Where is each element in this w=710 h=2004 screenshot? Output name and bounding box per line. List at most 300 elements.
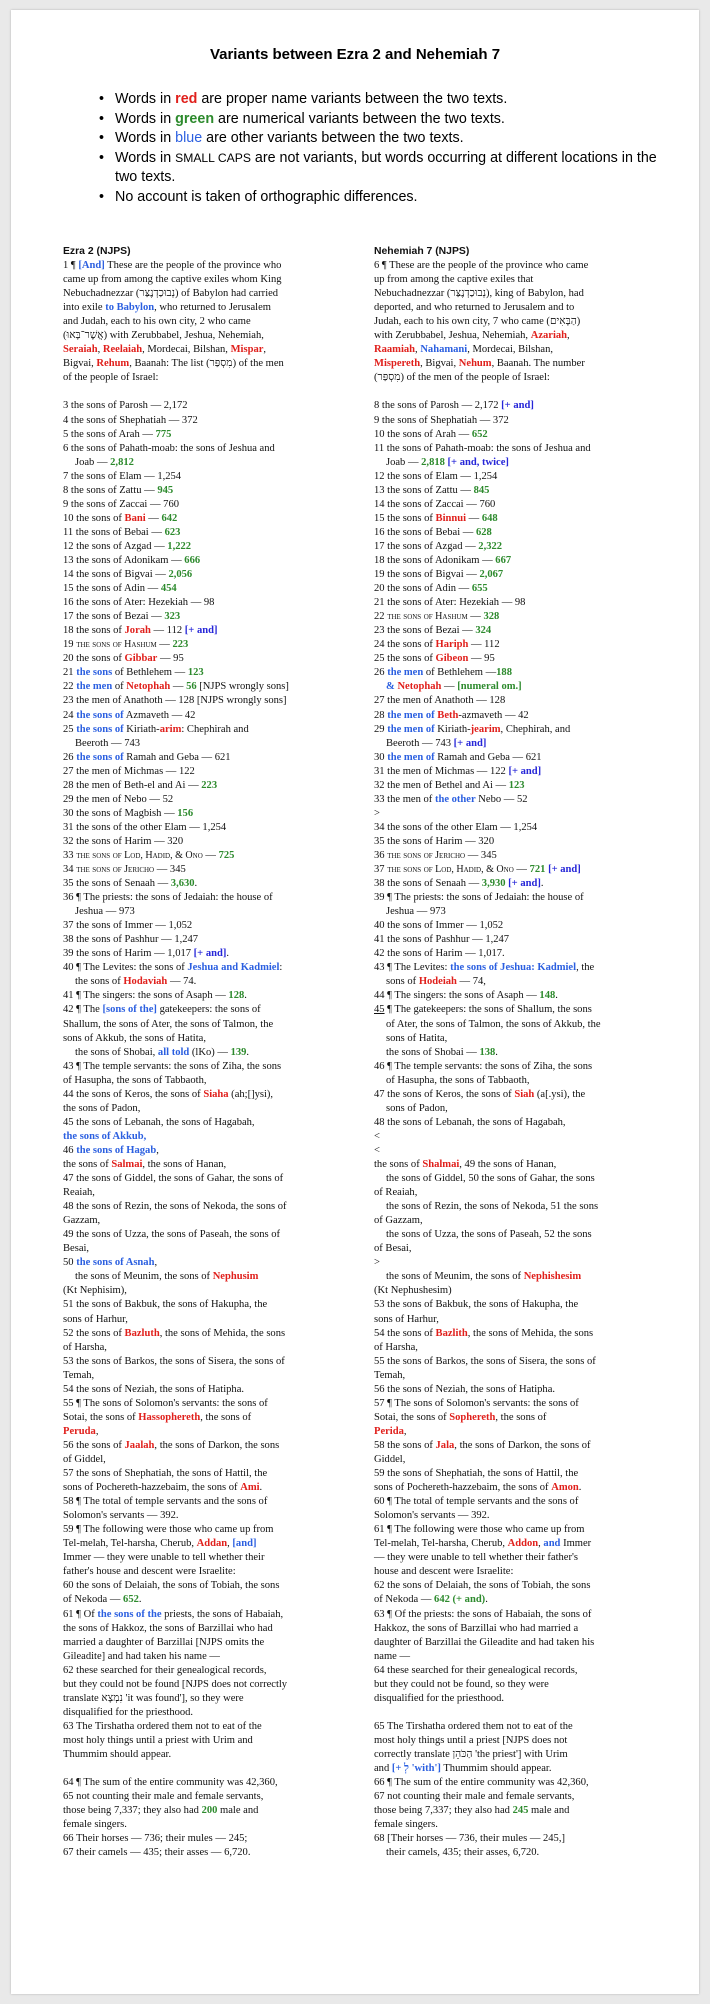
- text-line: [63, 807, 350, 821]
- text-line: [374, 1720, 661, 1734]
- text-segment: .: [485, 1594, 488, 1606]
- text-segment: 53 the sons of Barkos, the sons of Sisera, the sons of: [63, 1355, 285, 1367]
- text-segment: 12 the sons of Elam — 1,254: [374, 470, 498, 482]
- text-segment: 42 ¶ The: [63, 1004, 103, 1016]
- text-segment: 123: [508, 779, 525, 791]
- text-line: [374, 357, 661, 371]
- text-line: [374, 680, 661, 694]
- text-segment: 1,222: [167, 540, 192, 552]
- text-segment: Gibbar: [124, 653, 158, 665]
- text-segment: 22: [63, 681, 77, 693]
- text-segment: &: [386, 681, 395, 693]
- text-segment: >: [374, 807, 380, 819]
- text-line: [63, 877, 350, 891]
- text-segment: 6 ¶ These are the people of the province who came: [374, 260, 589, 272]
- text-line: [63, 1270, 350, 1284]
- text-segment: , Baanah. The number: [491, 358, 585, 370]
- legend-item-green: • Words in green are numerical variants between the two texts.: [99, 110, 659, 130]
- text-segment: [NJPS wrongly sons]: [196, 681, 289, 693]
- text-segment: 49 the sons of Uzza, the sons of Paseah, the sons of: [63, 1229, 281, 1241]
- text-line: [63, 554, 350, 568]
- text-line: [374, 385, 661, 399]
- text-segment: to Babylon: [105, 302, 155, 314]
- text-segment: 652: [123, 1594, 139, 1606]
- text-segment: sons of Padon,: [386, 1102, 448, 1114]
- text-segment: Bigvai,: [63, 358, 97, 370]
- text-segment: Gazzam,: [63, 1215, 101, 1227]
- text-segment: 50: [63, 1257, 77, 1269]
- text-segment: Nebuchadnezzar (נְבוּכַדְנֶצַּר) of Babylon had carried: [63, 288, 279, 300]
- text-segment: 41 ¶ The singers: the sons of Asaph —: [63, 990, 229, 1002]
- text-segment: the sons of Shobai,: [75, 1046, 158, 1058]
- text-segment: 45: [374, 1004, 385, 1016]
- text-segment: Nehum: [458, 358, 492, 370]
- text-segment: the men of: [387, 709, 435, 721]
- text-segment: .: [540, 878, 544, 890]
- text-segment: 57 the sons of Shephatiah, the sons of Hattil, the: [63, 1468, 268, 1480]
- text-line: [374, 1003, 661, 1017]
- text-line: [63, 624, 350, 638]
- text-line: [63, 498, 350, 512]
- text-segment: 43 ¶ The temple servants: the sons of Ziha, the sons: [63, 1060, 282, 1072]
- text-line: [63, 680, 350, 694]
- text-line: [63, 1790, 350, 1804]
- text-line: [374, 751, 661, 765]
- text-segment: :: [279, 962, 283, 974]
- text-line: [63, 1776, 350, 1790]
- text-line: [63, 484, 350, 498]
- text-segment: the sons of: [76, 723, 124, 735]
- text-line: [374, 1158, 661, 1172]
- text-segment: .: [555, 990, 558, 1002]
- text-line: [374, 1018, 661, 1032]
- text-line: [374, 470, 661, 484]
- text-line: [374, 793, 661, 807]
- text-segment: 67 their camels — 435; their asses — 6,720.: [63, 1847, 251, 1859]
- text-segment: (Kt Nephisim),: [63, 1285, 127, 1297]
- text-segment: 642: [434, 1594, 450, 1606]
- text-segment: [+ and]: [508, 878, 541, 890]
- nehemiah-heading: Nehemiah 7 (NJPS): [374, 246, 470, 257]
- text-line: [63, 765, 350, 779]
- text-segment: 655: [471, 583, 488, 595]
- text-segment: , Chephirah, and: [500, 723, 571, 735]
- ezra-column: [63, 245, 350, 1860]
- text-segment: -azmaveth — 42: [458, 709, 529, 721]
- text-segment: .: [244, 990, 247, 1002]
- text-segment: 11 the sons of Bebai —: [63, 526, 165, 538]
- text-segment: daughter of Barzillai the Gileadite and had taken his: [374, 1636, 595, 1648]
- text-line: [63, 1636, 350, 1650]
- text-segment: Hakkoz, the sons of Barzillai who had married a: [374, 1622, 579, 1634]
- text-segment: came up from among the captive exiles whom King: [63, 274, 282, 286]
- text-segment: name —: [374, 1650, 411, 1662]
- text-segment: into exile: [63, 302, 106, 314]
- text-segment: 454: [160, 583, 177, 595]
- text-segment: —: [156, 639, 173, 651]
- text-segment: 25 the sons of: [374, 653, 436, 665]
- text-line: [374, 905, 661, 919]
- text-line: [63, 329, 350, 343]
- text-line: [63, 1214, 350, 1228]
- text-segment: —: [145, 512, 162, 524]
- text-line: [63, 343, 350, 357]
- text-line: [63, 1172, 350, 1186]
- text-segment: ,: [415, 344, 421, 356]
- text-segment: of Hasupha, the sons of Tabbaoth,: [63, 1074, 207, 1086]
- text-segment: These are the people of the province who: [104, 260, 282, 272]
- text-segment: Jorah: [124, 625, 151, 637]
- text-line: [374, 1313, 661, 1327]
- text-line: [374, 428, 661, 442]
- text-line: [63, 1355, 350, 1369]
- text-line: [63, 414, 350, 428]
- text-segment: Hodaviah: [123, 976, 168, 988]
- text-segment: sons of Harhur,: [374, 1313, 439, 1325]
- text-line: [374, 1284, 661, 1298]
- text-segment: <: [374, 1130, 380, 1142]
- text-segment: Mispereth: [374, 358, 421, 370]
- text-line: [374, 343, 661, 357]
- text-segment: 20 the sons of Adin —: [374, 583, 472, 595]
- text-segment: Nephishesim: [523, 1271, 582, 1283]
- text-line: [63, 1453, 350, 1467]
- text-segment: Kiriath-: [123, 723, 160, 735]
- text-segment: 648: [481, 512, 498, 524]
- text-segment: .: [259, 1482, 263, 1494]
- text-segment: 63 The Tirshatha ordered them not to eat of the: [63, 1720, 262, 1732]
- text-segment: : Chephirah and: [181, 723, 249, 735]
- text-line: [374, 1678, 661, 1692]
- text-line: [374, 1102, 661, 1116]
- text-line: [63, 470, 350, 484]
- text-segment: of Bethlehem —: [423, 667, 497, 679]
- text-line: [374, 1692, 661, 1706]
- text-line: [63, 442, 350, 456]
- text-segment: 2,067: [479, 569, 504, 581]
- text-segment: 64 these searched for their genealogical records,: [374, 1664, 578, 1676]
- text-line: [63, 723, 350, 737]
- text-segment: 31 the sons of the other Elam — 1,254: [63, 821, 227, 833]
- text-segment: jearim: [470, 723, 501, 735]
- text-segment: Addan: [196, 1538, 228, 1550]
- legend-item-red: • Words in red are proper name variants between the two texts.: [99, 90, 659, 110]
- text-line: [63, 456, 350, 470]
- text-segment: of Giddel,: [63, 1453, 106, 1465]
- text-line: [374, 1369, 661, 1383]
- text-line: [374, 1186, 661, 1200]
- text-segment: Jeshua — 973: [75, 906, 135, 918]
- text-segment: the sons of Giddel, 50 the sons of Gahar, the sons: [386, 1173, 595, 1185]
- text-segment: Bani: [124, 512, 146, 524]
- text-segment: Amon: [551, 1482, 579, 1494]
- text-line: [63, 1102, 350, 1116]
- text-segment: Hodeiah: [418, 976, 457, 988]
- text-segment: 666: [184, 554, 201, 566]
- text-line: [63, 1186, 350, 1200]
- text-line: [374, 737, 661, 751]
- text-segment: 26: [374, 667, 388, 679]
- text-segment: 40 the sons of Immer — 1,052: [374, 920, 504, 932]
- text-line: [63, 357, 350, 371]
- text-segment: sons of Harhur,: [63, 1313, 128, 1325]
- text-segment: 66 Their horses — 736; their mules — 245;: [63, 1833, 248, 1845]
- text-line: [374, 1467, 661, 1481]
- text-line: [63, 1818, 350, 1832]
- document-page: [11, 10, 699, 1994]
- text-segment: the sons of Shobai —: [386, 1046, 480, 1058]
- text-segment: 36: [374, 849, 388, 861]
- text-line: [63, 1678, 350, 1692]
- text-segment: [+ and]: [501, 400, 534, 412]
- text-line: [63, 694, 350, 708]
- text-segment: the sons of Hakkoz, the sons of Barzillai who had: [63, 1622, 273, 1634]
- text-segment: 3,630: [170, 878, 195, 890]
- text-segment: (lKo) —: [189, 1046, 231, 1058]
- text-segment: .: [495, 1046, 498, 1058]
- text-segment: 17 the sons of Azgad —: [374, 540, 479, 552]
- text-line: [374, 1425, 661, 1439]
- text-segment: of Besai,: [374, 1243, 412, 1255]
- text-segment: 23 the sons of Bezai —: [374, 625, 476, 637]
- text-segment: 33: [63, 849, 77, 861]
- text-segment: [+ and]: [193, 948, 227, 960]
- text-segment: 652: [471, 428, 488, 440]
- text-line: [63, 666, 350, 680]
- text-line: [63, 961, 350, 975]
- text-line: [374, 1818, 661, 1832]
- text-segment: 12 the sons of Azgad —: [63, 540, 168, 552]
- text-segment: Thummim should appear.: [63, 1748, 172, 1760]
- text-segment: father's house and descent were Israelite:: [63, 1566, 236, 1578]
- text-segment: — 74,: [456, 976, 486, 988]
- text-line: [374, 1579, 661, 1593]
- text-segment: (Kt Nephushesim): [374, 1285, 452, 1297]
- text-line: [374, 1832, 661, 1846]
- text-line: [374, 610, 661, 624]
- text-segment: the sons of Lod, Hadid, & Ono: [387, 864, 514, 876]
- text-segment: of the people of Israel:: [63, 372, 159, 384]
- text-segment: Beeroth — 743: [386, 737, 454, 749]
- text-line: [374, 638, 661, 652]
- text-segment: 945: [157, 484, 174, 496]
- text-segment: [numeral om.]: [457, 681, 522, 693]
- text-segment: 18 the sons of Adonikam —: [374, 554, 496, 566]
- text-segment: 64 ¶ The sum of the entire community was 42,360,: [63, 1777, 278, 1789]
- text-segment: female singers.: [63, 1819, 127, 1831]
- text-segment: ,: [403, 1425, 407, 1437]
- ezra-lines: [63, 259, 350, 1860]
- text-segment: 56: [186, 681, 197, 693]
- text-line: [374, 1074, 661, 1088]
- text-line: [374, 526, 661, 540]
- text-segment: 642: [161, 512, 178, 524]
- text-segment: 775: [155, 428, 172, 440]
- text-line: [63, 1088, 350, 1102]
- text-segment: [+ and]: [453, 737, 487, 749]
- text-segment: 2,056: [168, 569, 193, 581]
- text-segment: , Bigvai,: [420, 358, 459, 370]
- text-segment: all told: [157, 1046, 190, 1058]
- text-segment: 725: [218, 849, 235, 861]
- text-segment: [+ and]: [548, 864, 581, 876]
- text-segment: Jeshua — 973: [386, 906, 446, 918]
- text-segment: 148: [539, 990, 556, 1002]
- text-segment: 56 the sons of: [63, 1439, 125, 1451]
- text-segment: (אֲשֶׁר־בָּאוּ) with Zerubbabel, Jeshua, Nehemiah,: [63, 330, 264, 342]
- text-segment: Hariph: [435, 639, 469, 651]
- text-line: [63, 301, 350, 315]
- text-segment: 34 the sons of the other Elam — 1,254: [374, 821, 538, 833]
- text-segment: translate נִמְצָא 'it was found'], so they were: [63, 1692, 244, 1704]
- text-segment: Jaalah: [124, 1439, 155, 1451]
- text-segment: Gibeon: [435, 653, 469, 665]
- text-segment: 65 The Tirshatha ordered them not to eat of the: [374, 1720, 573, 1732]
- text-segment: and Judah, each to his own city, 2 who came: [63, 316, 251, 328]
- legend-list: [99, 90, 659, 207]
- text-segment: 62 these searched for their genealogical records,: [63, 1664, 267, 1676]
- text-segment: of Bethlehem —: [112, 667, 188, 679]
- text-line: [374, 989, 661, 1003]
- text-line: [374, 1481, 661, 1495]
- text-line: [63, 526, 350, 540]
- text-line: [374, 1341, 661, 1355]
- text-line: [374, 709, 661, 723]
- text-segment: >: [374, 1257, 380, 1269]
- text-segment: 32 the men of Bethel and Ai —: [374, 779, 509, 791]
- text-line: [374, 863, 661, 877]
- text-line: [374, 329, 661, 343]
- text-segment: of Ater, the sons of Talmon, the sons of Akkub, the: [386, 1018, 601, 1030]
- text-line: [63, 399, 350, 413]
- text-segment: priests, the sons of Habaiah,: [161, 1608, 284, 1620]
- text-segment: 3 the sons of Parosh — 2,172: [63, 400, 188, 412]
- text-segment: —: [441, 681, 458, 693]
- text-segment: Reelaiah: [102, 344, 143, 356]
- text-line: [63, 1846, 350, 1860]
- text-segment: .: [226, 948, 229, 960]
- text-segment: 30: [374, 751, 388, 763]
- text-segment: sons of Pochereth-hazzebaim, the sons of: [374, 1482, 552, 1494]
- text-segment: 623: [164, 526, 181, 538]
- text-line: [374, 1172, 661, 1186]
- text-segment: .: [578, 1482, 582, 1494]
- text-line: [374, 961, 661, 975]
- text-segment: 29 the men of Nebo — 52: [63, 793, 174, 805]
- text-segment: Mispar: [230, 344, 264, 356]
- text-segment: Rehum: [96, 358, 130, 370]
- text-line: [374, 596, 661, 610]
- text-segment: Jala: [435, 1439, 455, 1451]
- text-line: [63, 610, 350, 624]
- text-line: [63, 1495, 350, 1509]
- text-segment: 16 the sons of Bebai —: [374, 526, 476, 538]
- text-line: [374, 1144, 661, 1158]
- text-line: [374, 1790, 661, 1804]
- text-line: [63, 1411, 350, 1425]
- text-segment: 34: [63, 864, 77, 876]
- text-segment: most holy things until a priest [NJPS does not: [374, 1734, 568, 1746]
- text-segment: 28: [374, 709, 388, 721]
- text-segment: 39 the sons of Harim — 1,017: [63, 948, 194, 960]
- text-line: [63, 1284, 350, 1298]
- text-segment: Bazlith: [435, 1327, 468, 1339]
- text-segment: of: [112, 681, 127, 693]
- text-line: [63, 1537, 350, 1551]
- text-line: [63, 1018, 350, 1032]
- text-segment: 3,930: [481, 878, 506, 890]
- text-line: [63, 1242, 350, 1256]
- text-line: [374, 1846, 661, 1860]
- text-segment: Addon: [507, 1538, 539, 1550]
- text-segment: 48 the sons of Lebanah, the sons of Hagabah,: [374, 1116, 566, 1128]
- text-line: [374, 1565, 661, 1579]
- text-segment: 46: [63, 1144, 77, 1156]
- text-line: [374, 554, 661, 568]
- text-line: [63, 1341, 350, 1355]
- text-segment: 56 the sons of Neziah, the sons of Hatipha.: [374, 1383, 556, 1395]
- text-segment: Immer: [560, 1538, 592, 1550]
- text-line: [374, 1748, 661, 1762]
- text-segment: , Mordecai, Bilshan,: [142, 344, 231, 356]
- legend-item-orthography: • No account is taken of orthographic differences.: [99, 188, 659, 208]
- text-segment: sons of Hatita,: [386, 1032, 448, 1044]
- text-line: [63, 1551, 350, 1565]
- text-segment: the men of: [387, 751, 435, 763]
- text-line: [63, 1003, 350, 1017]
- text-segment: 19: [63, 639, 77, 651]
- text-line: [63, 568, 350, 582]
- text-segment: Peruda: [63, 1425, 96, 1437]
- text-segment: Tel-melah, Tel-harsha, Cherub,: [63, 1538, 197, 1550]
- text-segment: , the sons of Hanan,: [142, 1159, 227, 1170]
- text-line: [374, 1327, 661, 1341]
- text-segment: Sophereth: [449, 1411, 496, 1423]
- text-line: [63, 1762, 350, 1776]
- text-segment: 41 the sons of Pashhur — 1,247: [374, 934, 510, 946]
- text-line: [374, 1762, 661, 1776]
- text-line: [374, 1397, 661, 1411]
- text-line: [374, 1551, 661, 1565]
- text-segment: [and]: [232, 1538, 257, 1550]
- text-segment: , the sons of Mehida, the sons: [467, 1327, 594, 1339]
- text-line: [63, 1060, 350, 1074]
- text-line: [63, 582, 350, 596]
- text-segment: the sons of Hashum: [387, 611, 468, 623]
- text-segment: Jeshua and Kadmiel: [187, 962, 280, 974]
- text-line: [374, 1453, 661, 1467]
- text-segment: 63 ¶ Of the priests: the sons of Habaiah, the sons of: [374, 1608, 592, 1620]
- text-segment: , who returned to Jerusalem: [154, 302, 272, 314]
- text-line: [63, 315, 350, 329]
- text-segment: 59 the sons of Shephatiah, the sons of Hattil, the: [374, 1468, 579, 1480]
- text-segment: most holy things until a priest with Urim and: [63, 1734, 253, 1746]
- text-line: [63, 1804, 350, 1818]
- text-line: [63, 989, 350, 1003]
- text-segment: , Mordecai, Bilshan,: [467, 344, 554, 356]
- text-line: [374, 1608, 661, 1622]
- text-line: [63, 1130, 350, 1144]
- text-line: [63, 1032, 350, 1046]
- text-segment: 45 the sons of Lebanah, the sons of Hagabah,: [63, 1116, 255, 1128]
- text-line: [63, 273, 350, 287]
- text-segment: <: [374, 1144, 380, 1156]
- text-segment: 55 ¶ The sons of Solomon's servants: the sons of: [63, 1397, 268, 1409]
- text-line: [374, 1636, 661, 1650]
- text-segment: the sons of Jericho: [387, 849, 466, 861]
- text-segment: up from among the captive exiles that: [374, 274, 534, 286]
- text-segment: Beeroth — 743: [75, 737, 141, 749]
